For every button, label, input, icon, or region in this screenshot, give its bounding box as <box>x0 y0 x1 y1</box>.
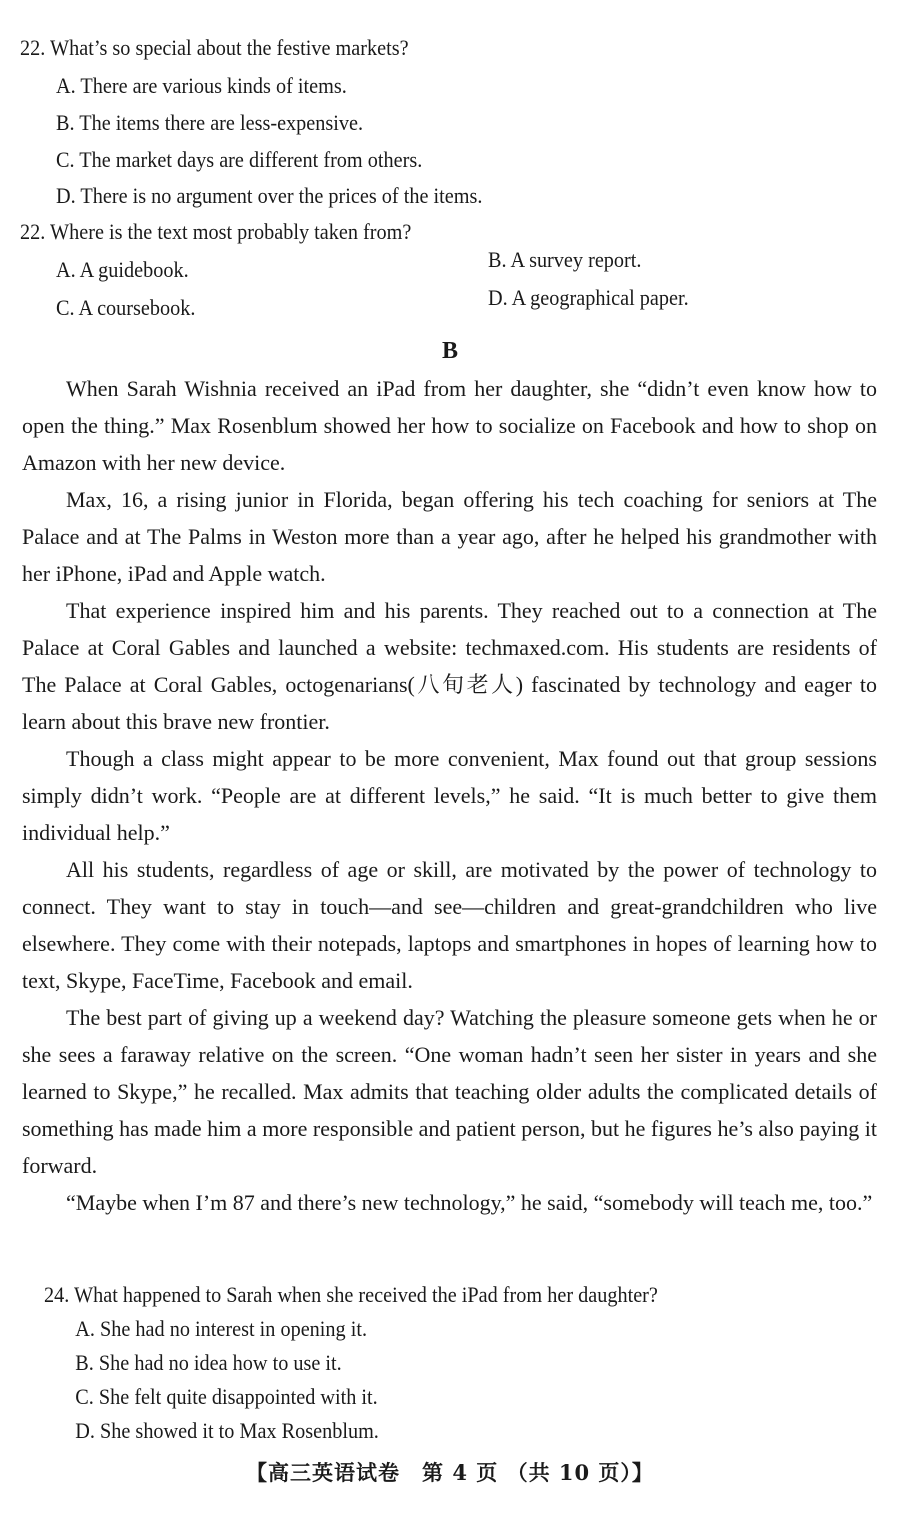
question-24-option-b: B. She had no idea how to use it. <box>75 1350 342 1375</box>
passage-paragraph: Though a class might appear to be more convenient, Max found out that group sessions simply didn’t work. “People are at different levels,” he said. “It is much better to give them individual help.” <box>22 746 877 845</box>
question-24-option-c: C. She felt quite disappointed with it. <box>75 1384 378 1409</box>
passage-paragraph: When Sarah Wishnia received an iPad from her daughter, she “didn’t even know how to open the thing.” Max Rosenblum showed her how to socialize on Facebook and how to shop on Amazon with her new device. <box>22 376 877 475</box>
page-footer: 【高三英语试卷 第 4 页 （共 10 页）】 <box>246 1460 654 1485</box>
question-22-source-stem: 22. Where is the text most probably taken from? <box>20 219 412 244</box>
question-22-option-c: C. The market days are different from others. <box>56 147 423 172</box>
section-heading: B <box>441 338 458 364</box>
passage-paragraph: That experience inspired him and his parents. They reached out to a connection at The Palace at Coral Gables and launched a website: techmaxed.com. His students are residents of The Palace at Coral Gables, octogenarians(八旬老人) fascinated by technology and eager to learn about this brave new frontier. <box>22 598 877 734</box>
question-22-option-a: A. There are various kinds of items. <box>56 73 347 98</box>
question-24-stem: 24. What happened to Sarah when she received the iPad from her daughter? <box>44 1282 658 1307</box>
question-22-option-d: D. There is no argument over the prices of the items. <box>56 183 483 208</box>
passage-paragraph: “Maybe when I’m 87 and there’s new technology,” he said, “somebody will teach me, too.” <box>66 1190 873 1215</box>
question-24-option-a: A. She had no interest in opening it. <box>75 1316 368 1341</box>
question-22-source-option-d: D. A geographical paper. <box>488 285 689 310</box>
question-22-source-option-b: B. A survey report. <box>488 247 642 272</box>
question-24 <box>44 1278 884 1448</box>
reading-passage <box>22 370 877 1221</box>
question-22-option-b: B. The items there are less-expensive. <box>56 110 364 135</box>
question-22-source-option-c: C. A coursebook. <box>56 295 196 320</box>
question-22-source-option-a: A. A guidebook. <box>56 257 189 282</box>
passage-paragraph: Max, 16, a rising junior in Florida, began offering his tech coaching for seniors at The Palace and at The Palms in Weston more than a year ago, after he helped his grandmother with her iPhone, iPad and Apple watch. <box>22 487 877 586</box>
question-22-festive-markets-stem: 22. What’s so special about the festive markets? <box>20 35 409 60</box>
question-24-option-d: D. She showed it to Max Rosenblum. <box>75 1418 379 1443</box>
passage-paragraph: The best part of giving up a weekend day? Watching the pleasure someone gets when he or she sees a faraway relative on the screen. “One woman hadn’t seen her sister in years and she learned to Skype,” he recalled. Max admits that teaching older adults the complicated details of something has made him a more responsible and patient person, but he figures he’s also paying it forward. <box>22 1005 877 1178</box>
passage-paragraph: All his students, regardless of age or skill, are motivated by the power of technology to connect. They want to stay in touch—and see—children and great-grandchildren who live elsewhere. They come with their notepads, laptops and smartphones in hopes of learning how to text, Skype, FaceTime, Facebook and email. <box>22 857 877 993</box>
